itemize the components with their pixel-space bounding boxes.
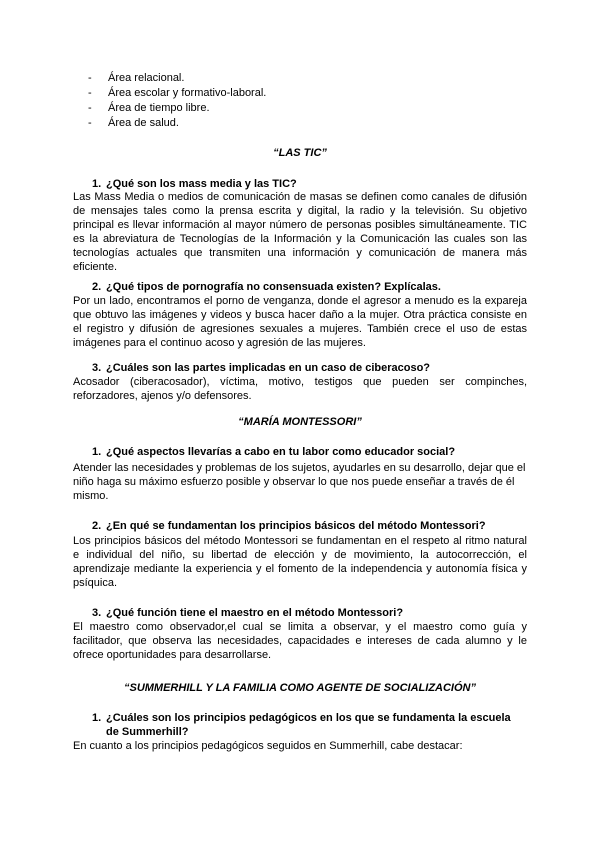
section-title-tic: “LAS TIC” xyxy=(273,147,327,159)
answer-paragraph: En cuanto a los principios pedagógicos seguidos en Summerhill, cabe destacar: xyxy=(73,740,463,752)
question-number: 3. xyxy=(92,362,102,374)
question-number: 1. xyxy=(92,446,102,458)
question-text: ¿Qué son los mass media y las TIC? xyxy=(106,178,297,190)
question-heading xyxy=(92,445,455,459)
question-heading xyxy=(92,280,441,294)
question-number: 2. xyxy=(92,281,102,293)
question-heading xyxy=(92,711,532,739)
bullet-dash: - xyxy=(88,102,92,114)
question-text xyxy=(106,711,511,739)
list-item-text: Área de salud. xyxy=(108,117,179,129)
question-number: 1. xyxy=(92,178,102,190)
answer-paragraph: Los principios básicos del método Montessori se fundamentan en el respeto al ritmo natural e individual del niño, su libertad de elección y de movimiento, la autocorrección, el aprendizaje mediante la experiencia y el fomento de la independencia y autonomía física y psíquica. xyxy=(73,535,527,589)
question-text: ¿Cuáles son las partes implicadas en un caso de ciberacoso? xyxy=(106,362,431,374)
list-item-text: Área de tiempo libre. xyxy=(108,102,210,114)
section-title-summerhill: “SUMMERHILL Y LA FAMILIA COMO AGENTE DE SOCIALIZACIÓN” xyxy=(123,682,476,694)
answer-paragraph: Por un lado, encontramos el porno de venganza, donde el agresor a menudo es la expareja que obtuvo las imágenes y videos y busca hacer daño a la mujer. Otra práctica consiste en el registro y difusión de agresiones sexuales a mujeres. También crece el uso de estas imágenes para el continuo acoso y agresión de las mujeres. xyxy=(73,295,527,349)
question-text-line: de Summerhill? xyxy=(106,726,189,738)
answer-paragraph: El maestro como observador,el cual se limita a observar, y el maestro como guía y facilitador, que observa las necesidades, capacidades e intereses de cada alumno y le ofrece oportunidades para desarrollarse. xyxy=(73,621,527,661)
answer-paragraph: Atender las necesidades y problemas de los sujetos, ayudarles en su desarrollo, dejar que el niño haga su máximo esfuerzo posible y observar lo que nos puede enseñar a través de él mismo. xyxy=(73,462,526,502)
bullet-dash: - xyxy=(88,117,92,129)
section-title-montessori: “MARÍA MONTESSORI” xyxy=(238,416,362,428)
answer-paragraph: Las Mass Media o medios de comunicación de masas se definen como canales de difusión de mensajes tales como la prensa escrita y digital, la radio y la televisión. Su objetivo principal es llevar información al mayor número de personas posibles simultáneamente. TIC es la abreviatura de Tecnologías de la Información y la Comunicación las cuales son las tecnologías actuales que transmiten una información y comunicación de manera más eficiente. xyxy=(73,191,527,273)
list-item xyxy=(88,116,388,131)
question-heading xyxy=(92,519,486,533)
bullet-list xyxy=(88,71,388,131)
list-item xyxy=(88,101,388,116)
question-text-line: ¿Cuáles son los principios pedagógicos en los que se fundamenta la escuela xyxy=(106,712,511,724)
question-text: ¿En qué se fundamentan los principios básicos del método Montessori? xyxy=(106,520,486,532)
question-number: 2. xyxy=(92,520,102,532)
list-item xyxy=(88,71,388,86)
list-item-text: Área escolar y formativo-laboral. xyxy=(108,87,267,99)
list-item-text: Área relacional. xyxy=(108,72,185,84)
bullet-dash: - xyxy=(88,72,92,84)
question-number: 1. xyxy=(92,712,102,724)
question-number: 3. xyxy=(92,607,102,619)
question-heading xyxy=(92,606,403,620)
bullet-dash: - xyxy=(88,87,92,99)
answer-paragraph: Acosador (ciberacosador), víctima, motivo, testigos que pueden ser compinches, reforzadores, ajenos y/o defensores. xyxy=(73,376,527,402)
question-text: ¿Qué función tiene el maestro en el método Montessori? xyxy=(106,607,404,619)
question-heading xyxy=(92,361,430,375)
question-text: ¿Qué aspectos llevarías a cabo en tu labor como educador social? xyxy=(106,446,456,458)
list-item xyxy=(88,86,388,101)
question-text: ¿Qué tipos de pornografía no consensuada existen? Explícalas. xyxy=(106,281,441,293)
question-heading xyxy=(92,177,297,191)
